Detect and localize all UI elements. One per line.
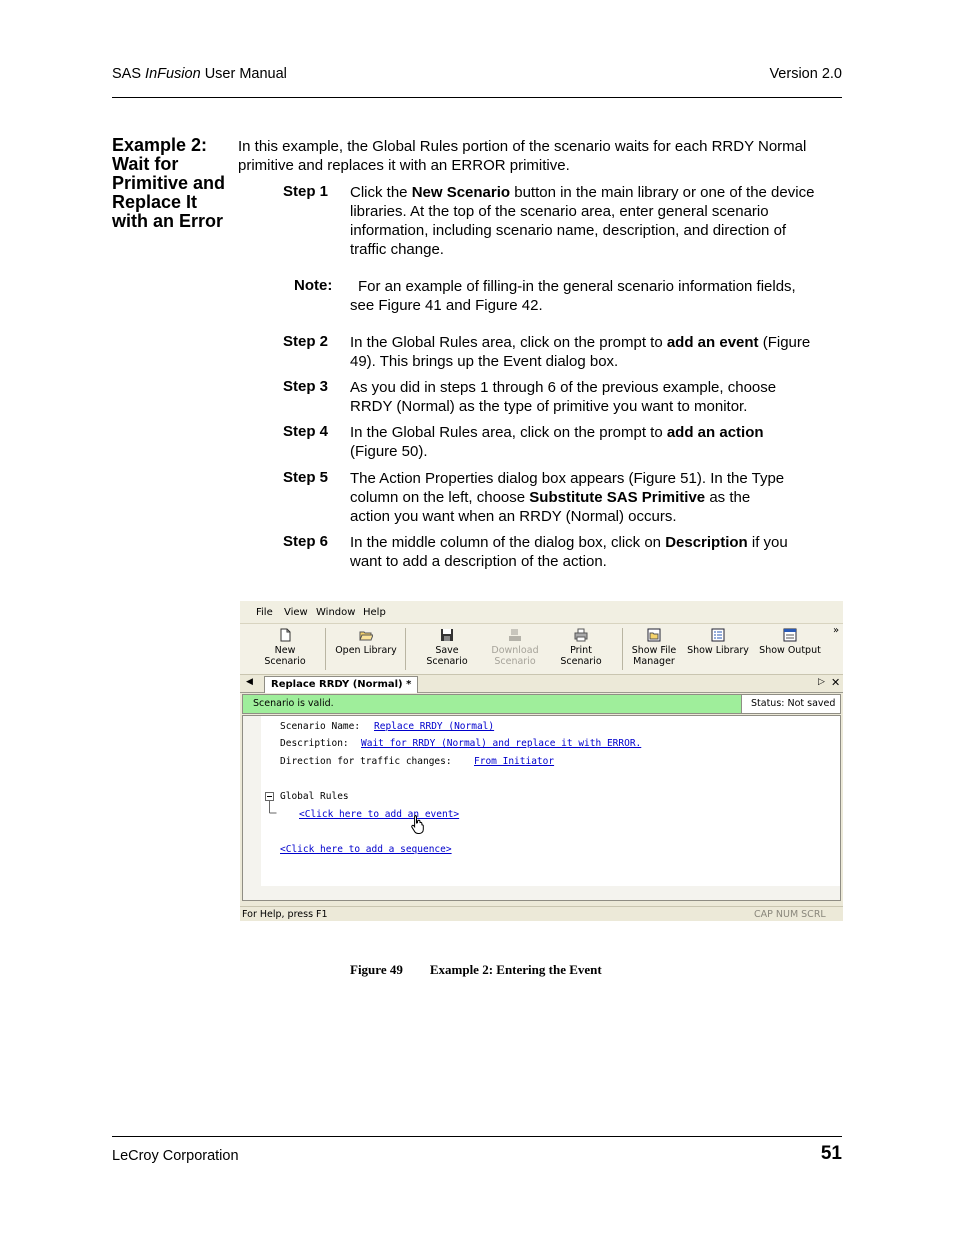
help-hint: For Help, press F1 [242,909,328,920]
add-event-link[interactable]: <Click here to add an event> [299,809,460,820]
toolbar-overflow-icon[interactable]: » [833,625,840,636]
step-label: Step 5 [283,469,329,486]
keyboard-indicators: CAP NUM SCRL [754,909,826,920]
manual-title: SAS InFusion User Manual [112,66,287,82]
page-number: 51 [820,1143,842,1164]
step-label: Step 2 [283,333,329,350]
menu-file[interactable]: File [256,607,273,618]
description-link[interactable]: Wait for RRDY (Normal) and replace it with ERROR. [361,738,642,749]
status-saved: Status: Not saved [741,695,840,713]
tab-replace-rrdy[interactable]: Replace RRDY (Normal) * [264,676,418,693]
scenario-name-label: Scenario Name: [280,721,361,732]
direction-label: Direction for traffic changes: [280,756,452,767]
download-icon [508,628,522,642]
scenario-editor [242,715,841,901]
step-label: Step 1 [283,183,329,200]
toolbar-separator [622,628,623,670]
section-heading: Example 2: Wait for Primitive and Replace It with an Error [112,135,226,231]
editor-gutter [243,716,261,900]
version-label: Version 2.0 [769,66,842,82]
add-sequence-link[interactable]: <Click here to add a sequence> [280,844,452,855]
menu-help[interactable]: Help [363,607,386,618]
tab-scroll-left-icon[interactable]: ◀ [246,677,253,687]
intro-paragraph: In this example, the Global Rules portion of the scenario waits for each RRDY Normal primitive and replaces it with an ERROR primitive. [238,138,807,174]
validation-status [242,694,841,714]
global-rules-label: Global Rules [280,791,349,802]
toolbar [240,624,843,675]
tab-scroll-right-icon[interactable]: ▷ [818,677,825,687]
collapse-tree-icon[interactable] [265,792,277,814]
horizontal-scrollbar[interactable] [243,886,840,900]
menu-view[interactable]: View [284,607,308,618]
step-label: Step 6 [283,533,329,550]
step-text: In the Global Rules area, click on the prompt to add an action (Figure 50). [350,424,764,460]
description-label: Description: [280,738,349,749]
step-text: In the Global Rules area, click on the prompt to add an event (Figure 49). This brings up the Event dialog box. [350,334,811,370]
show-output-button[interactable]: Show Output [758,628,822,656]
step-text: The Action Properties dialog box appears (Figure 51). In the Type column on the left, choose Substitute SAS Primitive as the action you want when an RRDY (Normal) occurs. [350,470,785,525]
note-label: Note: [294,277,333,294]
show-file-manager-button[interactable]: Show File Manager [628,628,680,667]
tab-close-icon[interactable]: ✕ [831,676,841,689]
step-label: Step 4 [283,423,329,440]
tab-bar [240,676,843,693]
company-name: LeCroy Corporation [112,1148,239,1164]
hand-cursor-icon [410,814,426,834]
scenario-name-link[interactable]: Replace RRDY (Normal) [374,721,495,732]
step-text: In the middle column of the dialog box, click on Description if you want to add a description of the action. [350,534,788,570]
step-text: As you did in steps 1 through 6 of the previous example, choose RRDY (Normal) as the type of primitive you want to monitor. [350,379,777,415]
download-scenario-button[interactable]: Download Scenario [488,628,542,667]
header-rule [112,97,842,98]
app-status-bar [240,906,843,921]
new-scenario-button[interactable]: New Scenario [254,628,316,667]
file-manager-icon [647,628,661,642]
figure-caption: Figure 49 Example 2: Entering the Event [350,962,602,977]
toolbar-separator [405,628,406,670]
direction-link[interactable]: From Initiator [474,756,555,767]
save-scenario-button[interactable]: Save Scenario [414,628,480,667]
open-folder-icon [359,628,373,642]
floppy-disk-icon [440,628,454,642]
status-valid: Scenario is valid. [243,695,741,713]
step-label: Step 3 [283,378,329,395]
library-list-icon [711,628,725,642]
note-text: For an example of filling-in the general scenario information fields, see Figure 41 and Figure 42. [350,278,796,314]
printer-icon [574,628,588,642]
show-library-button[interactable]: Show Library [686,628,750,656]
open-library-button[interactable]: Open Library [335,628,397,656]
step-text: Click the New Scenario button in the main library or one of the device libraries. At the top of the scenario area, enter general scenario information, including scenario name, description, and direction of traffic change. [350,184,815,258]
print-scenario-button[interactable]: Print Scenario [549,628,613,667]
menu-window[interactable]: Window [316,607,356,618]
output-window-icon [783,628,797,642]
toolbar-separator [325,628,326,670]
app-screenshot [240,601,843,921]
menu-bar [240,601,843,624]
footer-rule [112,1136,842,1137]
new-document-icon [278,628,292,642]
